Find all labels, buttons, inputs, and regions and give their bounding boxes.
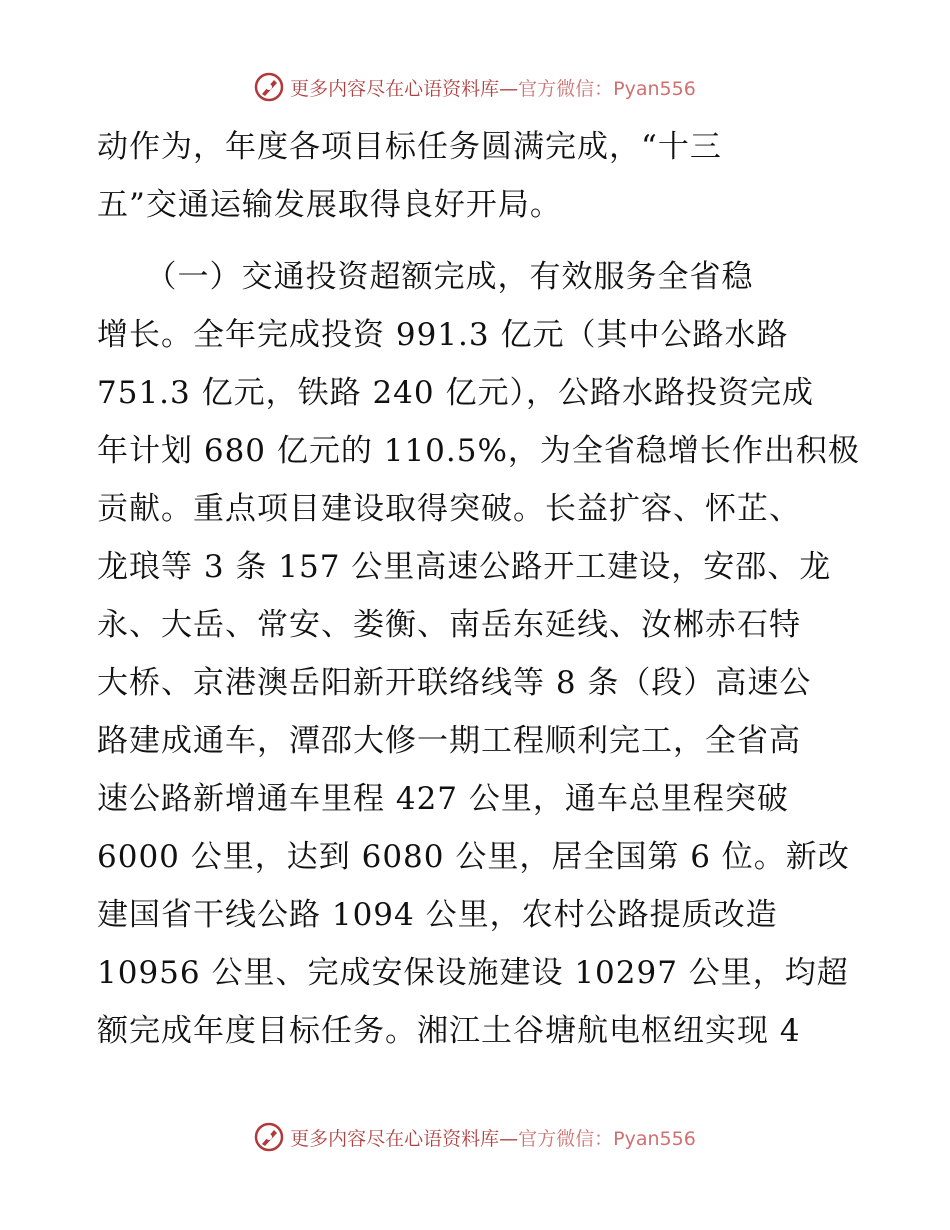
text-line: 年计划 680 亿元的 110.5%，为全省稳增长作出积极 <box>97 433 860 469</box>
text-line: 龙琅等 3 条 157 公里高速公路开工建设，安邵、龙 <box>97 549 832 585</box>
document-body <box>97 118 860 1060</box>
text-line: 10956 公里、完成安保设施建设 10297 公里，均超 <box>97 955 849 991</box>
text-line: 永、大岳、常安、娄衡、南岳东延线、汝郴赤石特 <box>97 607 801 643</box>
footer-brand-text: 更多内容尽在心语资料库 <box>290 1127 500 1150</box>
text-line: （一）交通投资超额完成，有效服务全省稳 <box>97 259 754 295</box>
header-watermark <box>0 72 950 102</box>
text-line: 动作为，年度各项目标任务圆满完成，“十三 <box>97 129 722 165</box>
text-line: 6000 公里，达到 6080 公里，居全国第 6 位。新改 <box>97 839 850 875</box>
text-line: 大桥、京港澳岳阳新开联络线等 8 条（段）高速公 <box>97 665 812 701</box>
pen-logo-icon <box>254 72 284 102</box>
text-line: 路建成通车，潭邵大修一期工程顺利完工，全省高 <box>97 723 801 759</box>
header-wechat-text: 官方微信：Pyan556 <box>518 77 696 100</box>
text-line: 增长。全年完成投资 991.3 亿元（其中公路水路 <box>97 317 789 353</box>
paragraph-2 <box>97 248 860 1060</box>
footer-banner-text <box>290 1124 696 1151</box>
header-separator: — <box>499 77 519 100</box>
text-line: 五”交通运输发展取得良好开局。 <box>97 187 562 223</box>
footer-separator: — <box>499 1127 519 1150</box>
text-line: 贡献。重点项目建设取得突破。长益扩容、怀芷、 <box>97 491 801 527</box>
text-line: 额完成年度目标任务。湘江土谷塘航电枢纽实现 4 <box>97 1013 801 1049</box>
footer-wechat-text: 官方微信：Pyan556 <box>518 1127 696 1150</box>
header-brand-text: 更多内容尽在心语资料库 <box>290 77 500 100</box>
text-line: 速公路新增通车里程 427 公里，通车总里程突破 <box>97 781 789 817</box>
pen-logo-icon <box>254 1122 284 1152</box>
text-line: 建国省干线公路 1094 公里，农村公路提质改造 <box>97 897 778 933</box>
footer-watermark <box>0 1122 950 1152</box>
paragraph-1 <box>97 118 857 234</box>
header-banner-text <box>290 74 696 101</box>
text-line: 751.3 亿元，铁路 240 亿元），公路水路投资完成 <box>97 375 814 411</box>
